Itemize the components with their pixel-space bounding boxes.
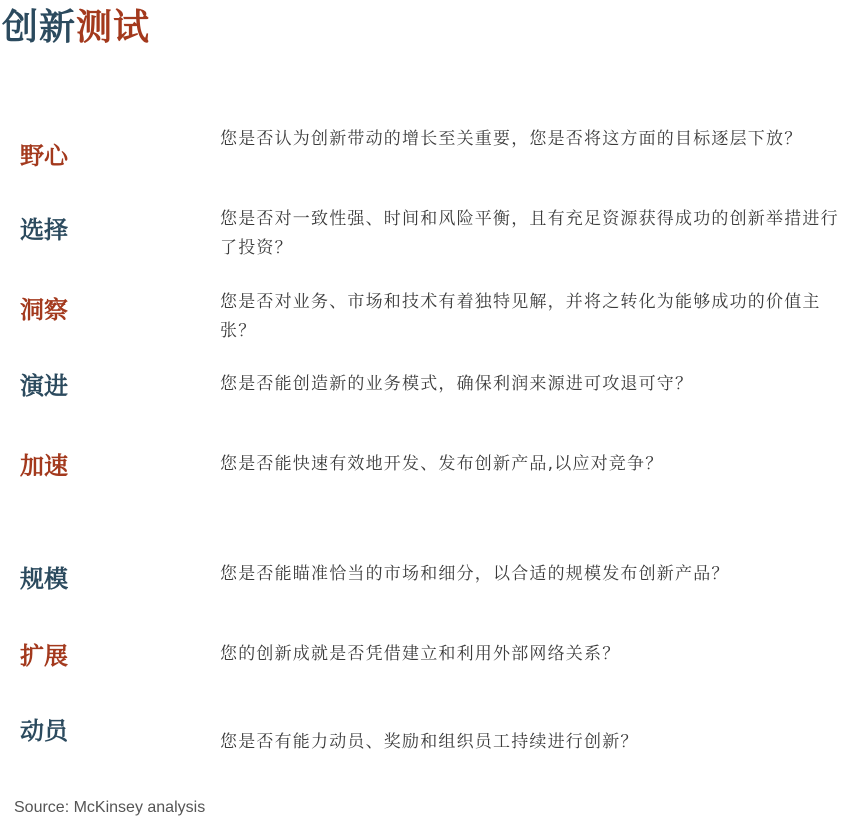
term-label: 洞察 bbox=[20, 296, 68, 324]
term-label: 选择 bbox=[20, 216, 68, 244]
term-label: 动员 bbox=[20, 717, 68, 745]
title-part-2: 测试 bbox=[76, 7, 151, 48]
term-label: 野心 bbox=[20, 142, 68, 170]
question-text: 您是否能快速有效地开发、发布创新产品,以应对竞争？ bbox=[220, 454, 664, 474]
term-label: 规模 bbox=[20, 565, 68, 593]
term-label: 加速 bbox=[20, 452, 68, 480]
question-text: 您是否对业务、市场和技术有着独特见解，并将之转化为能够成功的价值主张？ bbox=[220, 292, 821, 341]
question-text: 您是否对一致性强、时间和风险平衡，且有充足资源获得成功的创新举措进行了投资？ bbox=[220, 209, 839, 258]
question-text: 您是否有能力动员、奖励和组织员工持续进行创新？ bbox=[220, 732, 639, 752]
question-text: 您的创新成就是否凭借建立和利用外部网络关系？ bbox=[220, 644, 621, 664]
question-text: 您是否能瞄准恰当的市场和细分，以合适的规模发布创新产品？ bbox=[220, 564, 730, 584]
title-part-1: 创新 bbox=[2, 7, 77, 48]
question-text: 您是否认为创新带动的增长至关重要，您是否将这方面的目标逐层下放？ bbox=[220, 129, 803, 149]
term-label: 演进 bbox=[20, 372, 68, 400]
term-label: 扩展 bbox=[20, 642, 68, 670]
question-text: 您是否能创造新的业务模式，确保利润来源进可攻退可守？ bbox=[220, 374, 694, 394]
page-title bbox=[2, 4, 150, 52]
source-note: Source: McKinsey analysis bbox=[14, 799, 206, 816]
